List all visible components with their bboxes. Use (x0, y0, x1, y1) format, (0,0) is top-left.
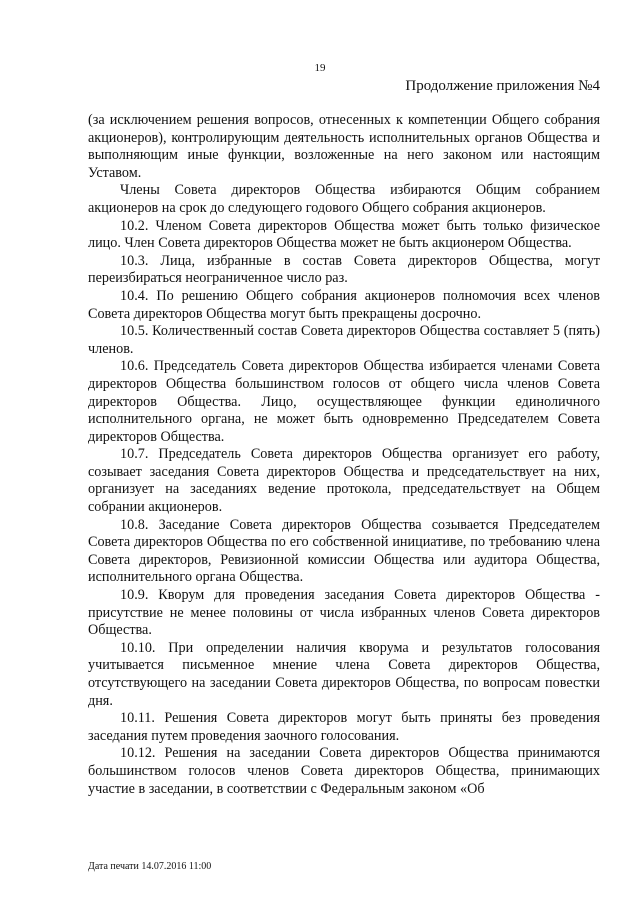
paragraph: 10.2. Членом Совета директоров Общества может быть только физическое лицо. Член Совета директоров Общества может не быть акционером Общества. (88, 217, 600, 252)
page-number: 19 (314, 62, 326, 74)
paragraph: Члены Совета директоров Общества избираются Общим собранием акционеров на срок до следующего годового Общего собрания акционеров. (88, 182, 600, 216)
paragraph: 10.7. Председатель Совета директоров Общества организует его работу, созывает заседания Совета директоров Общества и председательствует на них, организует на заседаниях ведение протокола, председательствует на Общем собрании акционеров. (88, 446, 600, 516)
paragraph: 10.12. Решения на заседании Совета директоров Общества принимаются большинством голосов членов Совета директоров Общества, принимающих участие в заседании, в соответствии с Федеральным законом «Об (88, 745, 600, 797)
paragraph: 10.11. Решения Совета директоров могут быть приняты без проведения заседания путем проведения заочного голосования. (88, 710, 600, 744)
paragraph: 10.4. По решению Общего собрания акционеров полномочия всех членов Совета директоров Общества могут быть прекращены досрочно. (88, 287, 600, 322)
print-date-footer: Дата печати 14.07.2016 11:00 (88, 861, 212, 872)
appendix-continuation-label: Продолжение приложения №4 (405, 78, 600, 94)
document-body (88, 112, 600, 798)
paragraph: 10.8. Заседание Совета директоров Общества созывается Председателем Совета директоров Общества по его собственной инициативе, по требованию члена Совета директоров, Ревизионной комиссии Общества или аудитора Общества, исполнительного органа Общества. (88, 516, 600, 586)
paragraph: 10.6. Председатель Совета директоров Общества избирается членами Совета директоров Общества большинством голосов от общего числа членов Совета директоров Общества. Лицо, осуществляющее функции единоличного исполнительного органа, не может быть одновременно Председателем Совета директоров Общества. (88, 358, 600, 445)
paragraph: 10.10. При определении наличия кворума и результатов голосования учитывается письменное мнение члена Совета директоров Общества, отсутствующего на заседании Совета директоров Общества, по вопросам повестки дня. (88, 639, 600, 709)
paragraph: 10.9. Кворум для проведения заседания Совета директоров Общества - присутствие не менее половины от числа избранных членов Совета директоров Общества. (88, 587, 600, 639)
paragraph: 10.5. Количественный состав Совета директоров Общества составляет 5 (пять) членов. (88, 323, 600, 357)
paragraph: (за исключением решения вопросов, отнесенных к компетенции Общего собрания акционеров), контролирующим деятельность исполнительных органов Общества и выполняющим иные функции, возложенные на него законом или настоящим Уставом. (88, 112, 600, 181)
paragraph: 10.3. Лица, избранные в состав Совета директоров Общества, могут переизбираться неограниченное число раз. (88, 252, 600, 287)
